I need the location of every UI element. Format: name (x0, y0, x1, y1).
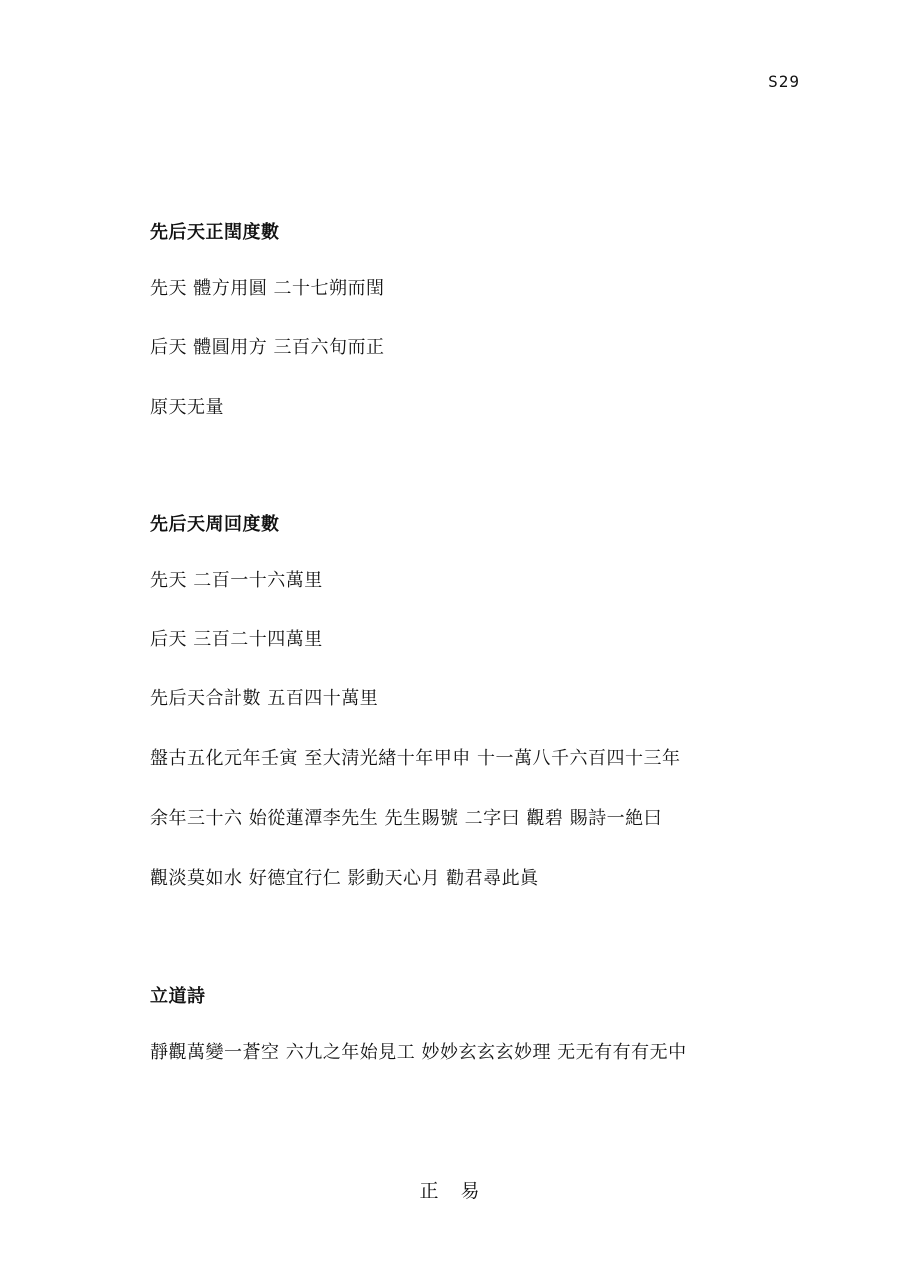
section-heading-lidao: 立道詩 (150, 986, 206, 1007)
page-number: S29 (768, 72, 800, 91)
footer-title: 正 易 (419, 1180, 481, 1202)
text-line: 先天 二百一十六萬里 (150, 570, 323, 591)
text-line: 觀淡莫如水 好德宜行仁 影動天心月 勸君尋此眞 (150, 868, 539, 889)
section-heading-zhengrun: 先后天正閏度數 (150, 222, 280, 243)
text-line: 盤古五化元年壬寅 至大淸光緖十年甲申 十一萬八千六百四十三年 (150, 748, 681, 769)
text-line: 后天 三百二十四萬里 (150, 629, 323, 650)
text-line: 先后天合計數 五百四十萬里 (150, 688, 379, 709)
text-line: 余年三十六 始從蓮潭李先生 先生賜號 二字曰 觀碧 賜詩一絶曰 (150, 808, 663, 829)
text-line: 靜觀萬變一蒼空 六九之年始見工 妙妙玄玄玄妙理 无无有有有无中 (150, 1042, 687, 1063)
text-line: 先天 體方用圓 二十七朔而閏 (150, 278, 385, 299)
text-line: 原天无量 (150, 397, 224, 418)
section-heading-zhouhui: 先后天周回度數 (150, 514, 280, 535)
text-line: 后天 體圓用方 三百六旬而正 (150, 337, 385, 358)
